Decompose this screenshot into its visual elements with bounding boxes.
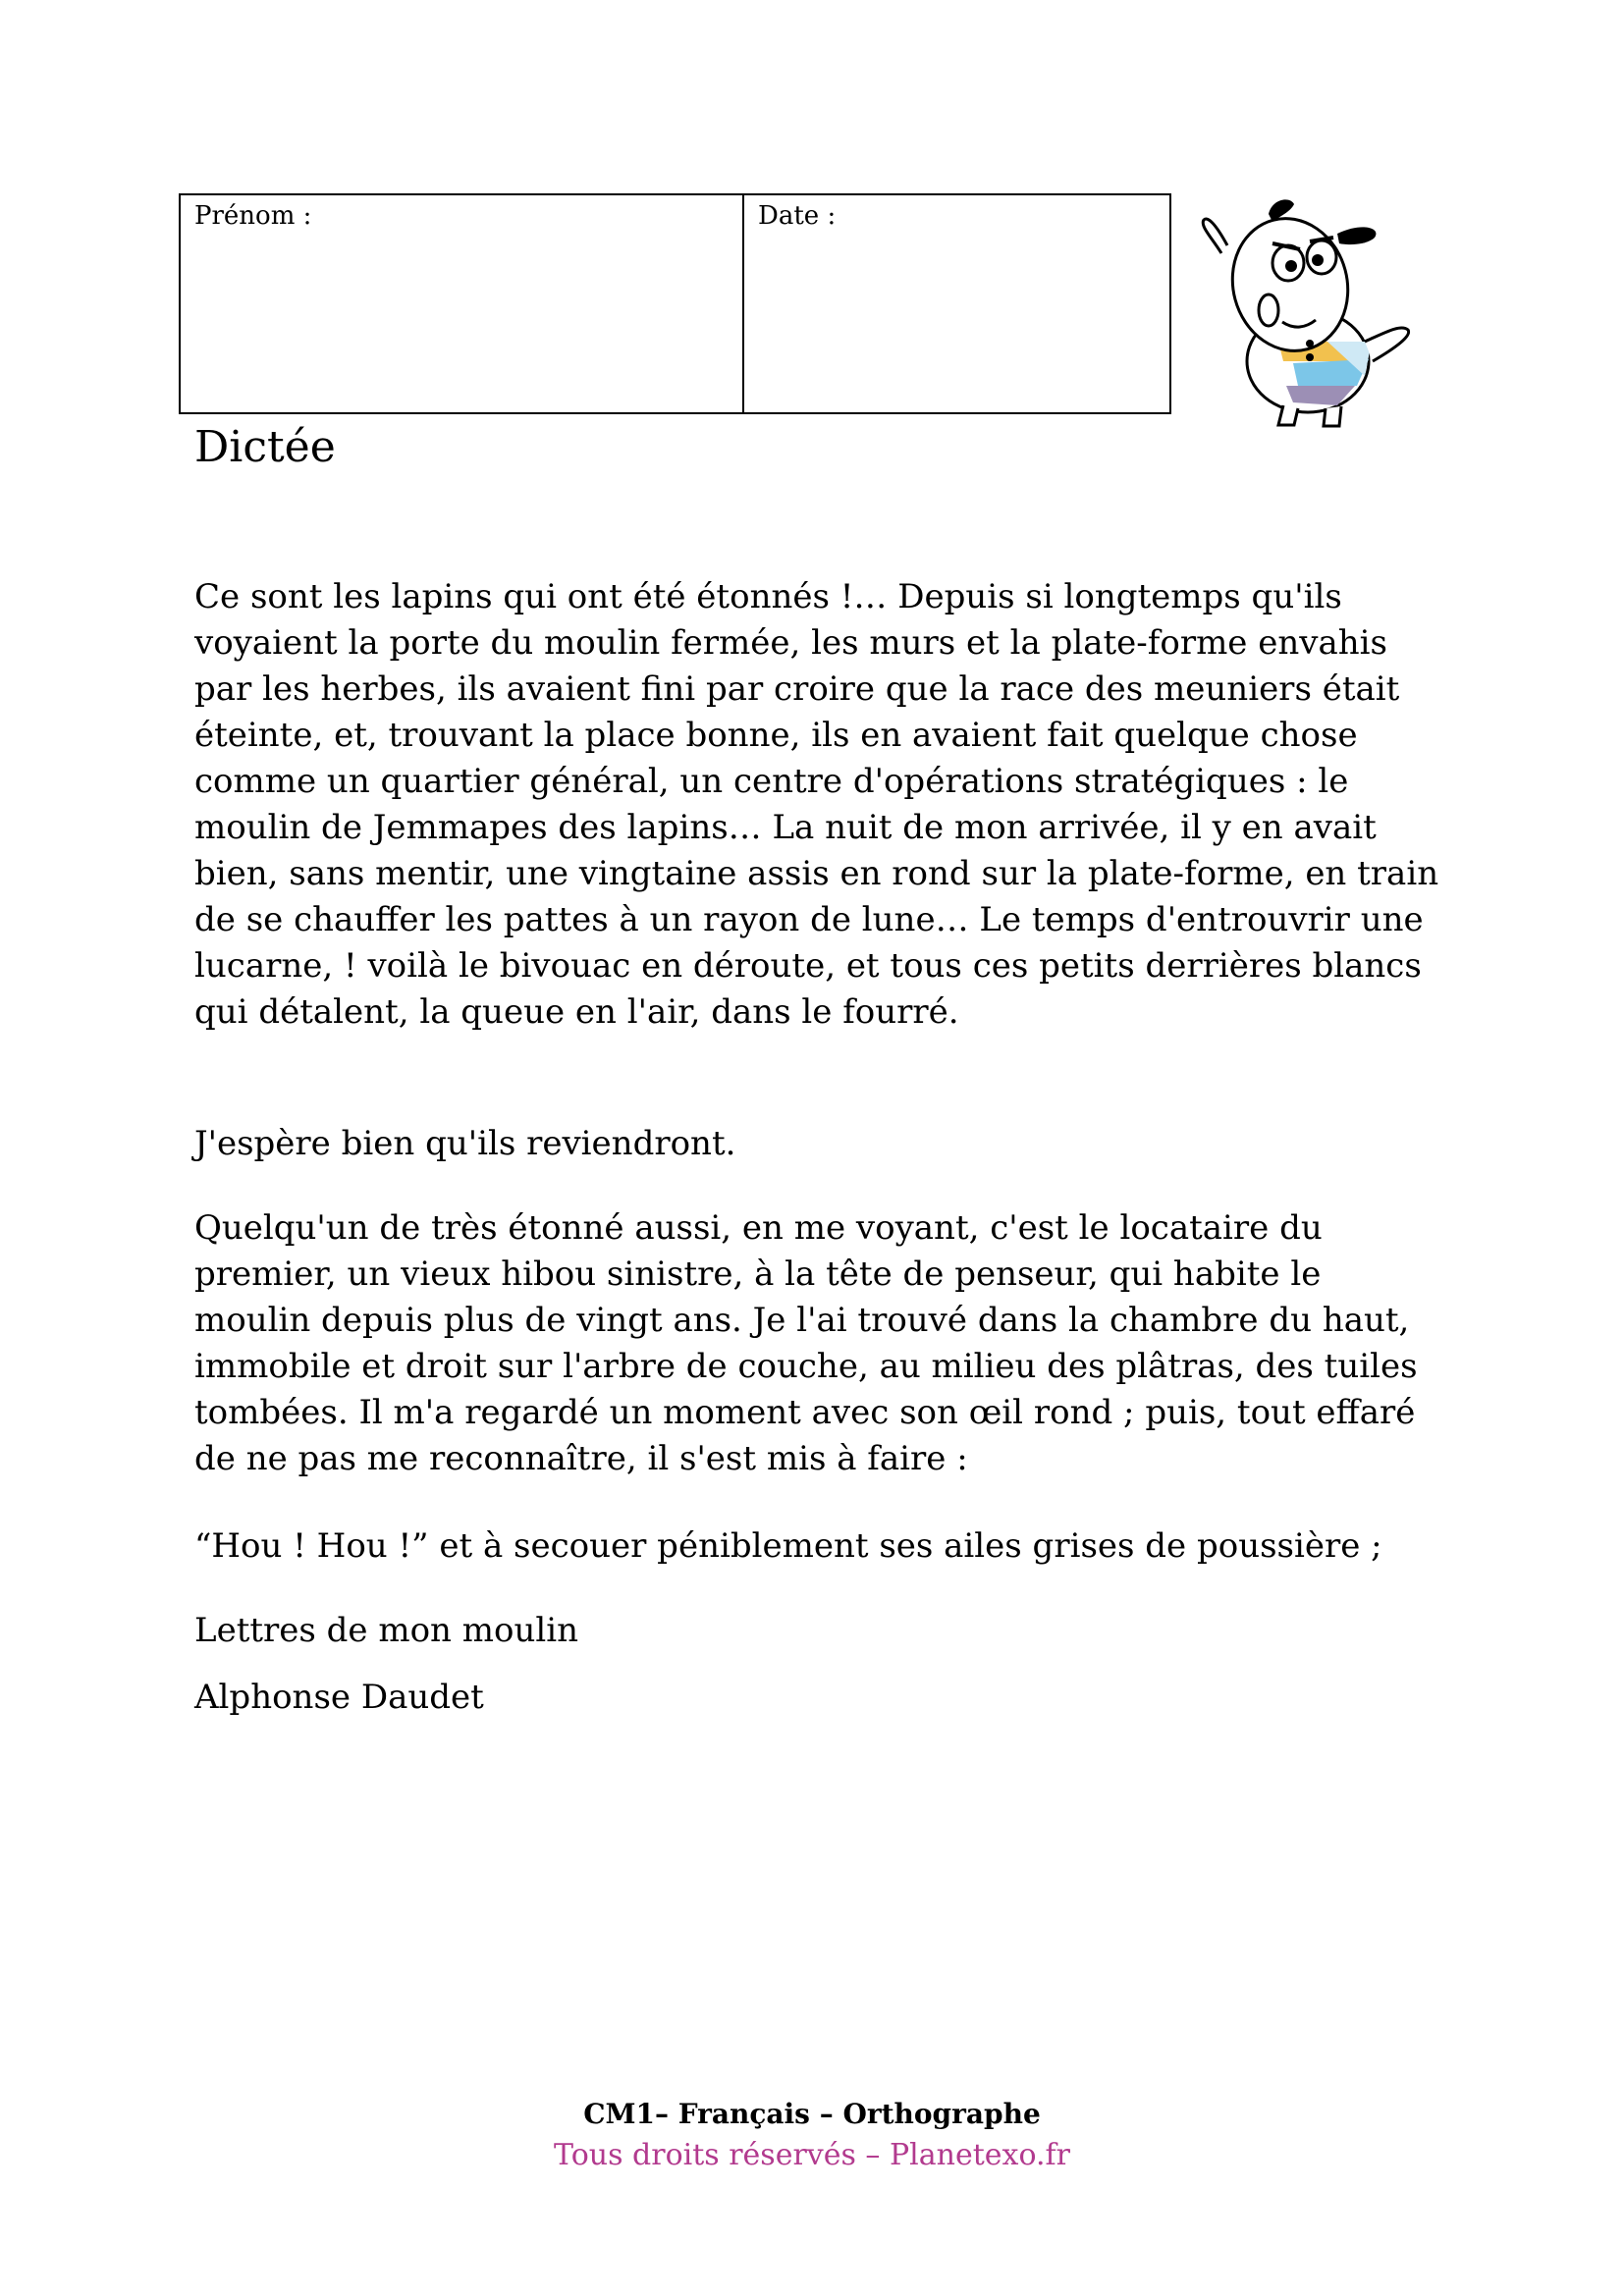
dictation-paragraph-3: Quelqu'un de très étonné aussi, en me voyant, c'est le locataire du premier, un vieux hibou sinistre, à la tête de penseur, qui habite le moulin depuis plus de vingt ans. Je l'ai trouvé dans la chambre du haut, immobile et droit sur l'arbre de couche, au milieu des plâtras, des tuiles tombées. Il m'a regardé un moment avec son œil rond ; puis, tout effaré de ne pas me reconnaître, il s'est mis à faire : (194, 1208, 1418, 1478)
student-info-box (179, 193, 1171, 414)
date-field[interactable] (744, 195, 1169, 412)
dictation-paragraph-1: Ce sont les lapins qui ont été étonnés !… Depuis si longtemps qu'ils voyaient la porte du moulin fermée, les murs et la plate-forme envahis par les herbes, ils avaient fini par croire que la race des meuniers était éteinte, et, trouvant la place bonne, ils en avaient fait quelque chose comme un quartier général, un centre d'opérations stratégiques : le moulin de Jemmapes des lapins… La nuit de mon arrivée, il y en avait bien, sans mentir, une vingtaine assis en rond sur la plate-forme, en train de se chauffer les pattes à un rayon de lune… Le temps d'entrouvrir une lucarne, ! voilà le bivouac en déroute, et tous ces petits derrières blancs qui détalent, la queue en l'air, dans le fourré. (194, 577, 1439, 1032)
page-title: Dictée (194, 422, 336, 472)
date-label: Date : (758, 201, 837, 231)
footer-course-label: CM1– Français – Orthographe (583, 2098, 1041, 2130)
source-author: Alphonse Daudet (194, 1678, 484, 1717)
source-book-title: Lettres de mon moulin (194, 1611, 579, 1650)
dictation-paragraph-4: “Hou ! Hou !” et à secouer péniblement ses ailes grises de poussière ; (194, 1526, 1382, 1566)
dictation-paragraph-2: J'espère bien qu'ils reviendront. (194, 1124, 736, 1163)
footer-copyright-link[interactable]: Tous droits réservés – Planetexo.fr (554, 2138, 1070, 2172)
first-name-label: Prénom : (194, 201, 312, 231)
sheep-mascot-icon (1200, 194, 1416, 430)
first-name-field[interactable] (181, 195, 744, 412)
